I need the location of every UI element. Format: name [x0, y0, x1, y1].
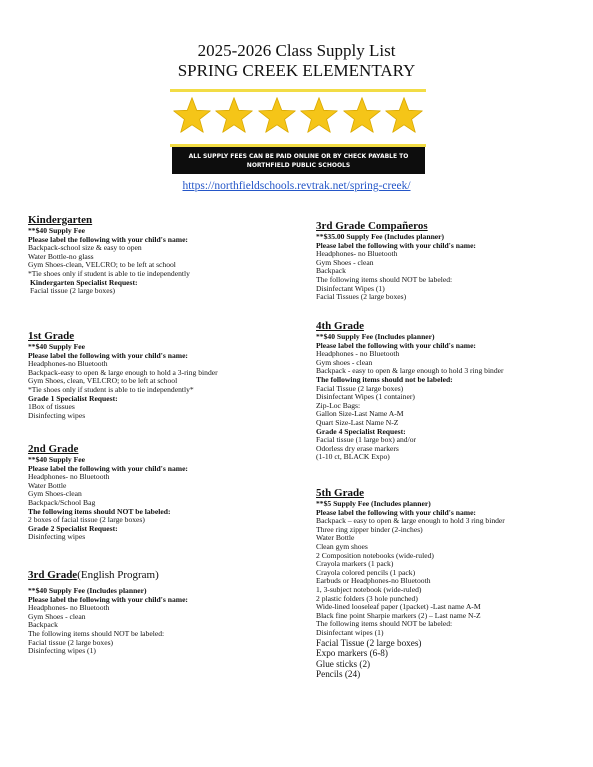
list-item: **$40 Supply Fee (Includes planner): [316, 332, 435, 341]
list-item: Earbuds or Headphones-no Bluetooth: [316, 576, 431, 586]
payment-banner: [172, 147, 425, 174]
list-item: Crayola colored pencils (1 pack): [316, 567, 416, 577]
list-item: Backpack: [316, 266, 346, 276]
list-item: Backpack: [28, 620, 58, 630]
list-item: Gym shoes - clean: [316, 357, 373, 367]
star-icon: [214, 96, 254, 136]
list-item: 2 boxes of facial tissue (2 large boxes): [28, 515, 145, 525]
list-item: Glue sticks (2): [316, 658, 371, 669]
list-item: The following items should NOT be labeled:: [316, 274, 453, 284]
list-item: Headphones- no Bluetooth: [28, 603, 110, 613]
list-item: The following items should not be labeled:: [316, 374, 453, 384]
list-item: Headphones- no Bluetooth: [316, 249, 398, 259]
list-item: Please label the following with your child's name:: [28, 350, 188, 360]
list-item: Disinfectant Wipes (1): [316, 283, 385, 293]
star-icon: [172, 96, 212, 136]
star-icon: [257, 96, 297, 136]
list-item: Clean gym shoes: [316, 541, 368, 551]
list-item: Expo markers (6-8): [316, 648, 388, 658]
list-item: Facial Tissue (2 large boxes): [316, 637, 422, 648]
school-name: SPRING CREEK ELEMENTARY: [177, 61, 416, 80]
list-item: Facial Tissues (2 large boxes): [316, 292, 407, 302]
section-heading: 3rd Grade Compañeros: [316, 220, 428, 232]
stars-banner: [170, 89, 426, 147]
list-item: Facial Tissue (2 large boxes): [316, 383, 404, 393]
list-item: Backpack-school size & easy to open: [28, 243, 142, 253]
banner-line-2: NORTHFIELD PUBLIC SCHOOLS: [246, 161, 351, 169]
section-grade-2: [28, 443, 188, 542]
list-item: *Tie shoes only if student is able to tie independently: [28, 268, 190, 278]
list-item: **$40 Supply Fee (Includes planner): [28, 586, 147, 595]
list-item: *Tie shoes only if student is able to tie independently*: [28, 384, 194, 394]
section-grade-3-companeros: [316, 220, 476, 302]
list-item: 2 Composition notebooks (wide-ruled): [316, 550, 434, 560]
banner-line-1: ALL SUPPLY FEES CAN BE PAID ONLINE OR BY CHECK PAYABLE TO: [188, 152, 409, 160]
list-item: 1Box of tissues: [28, 402, 75, 412]
list-item: Please label the following with your child's name:: [316, 507, 476, 517]
list-item: Grade 2 Specialist Request:: [28, 523, 118, 533]
list-item: Backpack-easy to open & large enough to hold a 3-ring binder: [28, 367, 218, 377]
list-item: Backpack/School Bag: [28, 497, 96, 507]
list-item: Disinfecting wipes (1): [28, 646, 96, 656]
list-item: Headphones- no Bluetooth: [28, 472, 110, 482]
list-item: Grade 4 Specialist Request:: [316, 426, 406, 436]
list-item: **$5 Supply Fee (Includes planner): [316, 499, 431, 508]
list-item: Gym Shoes-clean: [28, 489, 82, 499]
list-item: Kindergarten Specialist Request:: [30, 277, 138, 287]
section-heading: 4th Grade: [316, 320, 364, 332]
list-item: Please label the following with your child's name:: [316, 340, 476, 350]
list-item: Disinfecting wipes: [28, 532, 86, 542]
section-heading: Kindergarten: [28, 214, 93, 226]
list-item: Zip-Loc Bags:: [316, 400, 361, 410]
list-item: Please label the following with your child's name:: [28, 463, 188, 473]
heading-note: (English Program): [77, 569, 159, 581]
section-grade-4: [316, 320, 504, 462]
list-item: Backpack – easy to open & large enough to hold 3 ring binder: [316, 516, 505, 526]
list-item: Water Bottle: [316, 533, 355, 543]
list-item: Headphones-no Bluetooth: [28, 359, 108, 369]
list-item: Water Bottle: [28, 480, 67, 490]
list-item: **$40 Supply Fee: [28, 226, 85, 235]
list-item: 2 plastic folders (3 hole punched): [316, 593, 418, 603]
section-kindergarten: [28, 214, 190, 296]
list-item: **$35.00 Supply Fee (Includes planner): [316, 232, 445, 241]
list-item: Quart Size-Last Name N-Z: [316, 417, 399, 427]
list-item: Gym Shoes - clean: [316, 257, 374, 267]
list-item: Please label the following with your child's name:: [316, 240, 476, 250]
list-item: Gym Shoes - clean: [28, 611, 86, 621]
section-grade-5: [316, 487, 505, 680]
list-item: 1, 3-subject notebook (wide-ruled): [316, 584, 422, 594]
star-icon: [342, 96, 382, 136]
list-item: **$40 Supply Fee: [28, 455, 85, 464]
list-item: Facial tissue (1 large box) and/or: [316, 435, 417, 445]
list-item: Facial tissue (2 large boxes): [28, 637, 114, 647]
list-item: The following items should NOT be labeled:: [28, 628, 165, 638]
list-item: The following items should NOT be labeled:: [316, 619, 453, 629]
list-item: Pencils (24): [316, 669, 361, 679]
stars-row: [170, 96, 426, 136]
section-heading: [28, 569, 188, 582]
list-item: Please label the following with your child's name:: [28, 234, 188, 244]
list-item: Black fine point Sharpie markers (2) – Last name N-Z: [316, 610, 481, 620]
list-item: Odorless dry erase markers: [316, 443, 399, 453]
list-item: Gallon Size-Last Name A-M: [316, 409, 404, 419]
list-item: Please label the following with your child's name:: [28, 594, 188, 604]
list-item: Disinfecting wipes: [28, 410, 86, 420]
section-heading: 1st Grade: [28, 330, 75, 342]
section-grade-3-english: [28, 569, 188, 656]
list-item: Gym Shoes, clean, VELCRO; to be left at school: [28, 376, 178, 386]
list-item: Crayola markers (1 pack): [316, 559, 394, 569]
list-item: Wide-lined looseleaf paper (1packet) -Last name A-M: [316, 602, 481, 612]
list-item: Headphones - no Bluetooth: [316, 349, 400, 359]
list-item: Grade 1 Specialist Request:: [28, 393, 118, 403]
list-item: (1-10 ct, BLACK Expo): [316, 452, 390, 462]
page-title: 2025-2026 Class Supply List: [197, 41, 396, 60]
heading-text: 3rd Grade: [28, 569, 78, 581]
star-icon: [299, 96, 339, 136]
list-item: Water Bottle-no glass: [28, 251, 94, 261]
list-item: Three ring zipper binder (2-inches): [316, 524, 423, 534]
list-item: Gym Shoes-clean, VELCRO; to be left at school: [28, 260, 176, 270]
list-item: Disinfectant Wipes (1 container): [316, 392, 415, 402]
list-item: Disinfectant wipes (1): [316, 627, 384, 637]
list-item: The following items should NOT be labeled:: [28, 506, 171, 516]
star-icon: [384, 96, 424, 136]
list-item: Facial tissue (2 large boxes): [30, 286, 116, 296]
list-item: **$40 Supply Fee: [28, 342, 85, 351]
section-heading: 2nd Grade: [28, 443, 79, 455]
list-item: Backpack - easy to open & large enough to hold 3 ring binder: [316, 366, 504, 376]
payment-link[interactable]: https://northfieldschools.revtrak.net/spring-creek/: [182, 180, 411, 192]
section-heading: 5th Grade: [316, 487, 364, 499]
section-grade-1: [28, 330, 218, 420]
